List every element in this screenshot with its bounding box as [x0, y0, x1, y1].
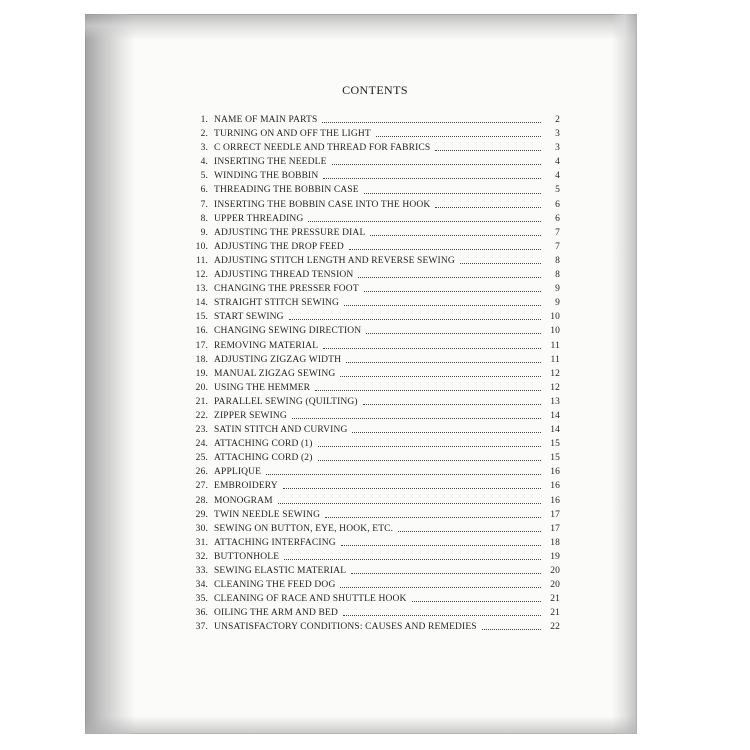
- toc-dot-leader: [284, 558, 541, 560]
- toc-entry-number: 19.: [195, 368, 208, 379]
- toc-entry: [170, 437, 560, 451]
- toc-entry-number: 26.: [195, 467, 208, 478]
- toc-dot-leader: [318, 459, 541, 461]
- toc-entry: [170, 127, 560, 141]
- scan-shadow-bottom: [85, 716, 637, 734]
- scan-shadow-left: [85, 14, 135, 734]
- toc-dot-leader: [435, 206, 541, 208]
- toc-entry-page: 10: [550, 312, 560, 323]
- toc-entry-label: SEWING ELASTIC MATERIAL: [214, 566, 347, 576]
- toc-entry-page: 11: [550, 354, 560, 365]
- toc-dot-leader: [289, 318, 541, 320]
- toc-entry: [170, 155, 560, 169]
- toc-dot-leader: [376, 135, 541, 137]
- toc-dot-leader: [340, 586, 541, 588]
- toc-entry: [170, 409, 560, 423]
- toc-entry-number: 37.: [195, 622, 208, 633]
- toc-dot-leader: [460, 262, 541, 264]
- toc-entry-label: ADJUSTING STITCH LENGTH AND REVERSE SEWING: [214, 255, 455, 266]
- toc-entry-page: 18: [550, 537, 560, 548]
- toc-entry: [170, 592, 560, 606]
- toc-entry-page: 5: [555, 185, 560, 196]
- toc-entry: [170, 353, 560, 367]
- toc-entry-page: 3: [555, 143, 560, 154]
- toc-dot-leader: [343, 614, 541, 616]
- toc-entry-page: 14: [550, 410, 560, 421]
- toc-entry-label: C ORRECT NEEDLE AND THREAD FOR FABRICS: [214, 143, 431, 154]
- scan-shadow-right: [612, 14, 637, 734]
- toc-entry-label: INSERTING THE NEEDLE: [214, 157, 327, 168]
- toc-entry-label: ADJUSTING THE PRESSURE DIAL: [214, 227, 366, 238]
- toc-entry-number: 12.: [195, 270, 208, 281]
- toc-entry-number: 6.: [200, 185, 208, 196]
- toc-entry: [170, 508, 560, 522]
- toc-dot-leader: [370, 234, 541, 236]
- toc-entry-label: ATTACHING INTERFACING: [214, 537, 336, 548]
- toc-dot-leader: [435, 149, 541, 151]
- toc-entry-page: 8: [555, 255, 560, 266]
- toc-dot-leader: [366, 332, 541, 334]
- toc-dot-leader: [344, 304, 541, 306]
- toc-entry: [170, 141, 560, 155]
- toc-dot-leader: [278, 502, 541, 504]
- toc-dot-leader: [346, 361, 541, 363]
- toc-entry: [170, 451, 560, 465]
- toc-dot-leader: [341, 544, 541, 546]
- toc-entry-label: UPPER THREADING: [214, 213, 304, 224]
- toc-entry-label: SATIN STITCH AND CURVING: [214, 425, 348, 436]
- toc-dot-leader: [363, 403, 541, 405]
- toc-entry-page: 11: [550, 340, 560, 351]
- toc-entry-page: 14: [550, 425, 560, 436]
- toc-entry-number: 22.: [195, 410, 208, 421]
- toc-entry-label: OILING THE ARM AND BED: [214, 608, 338, 619]
- toc-entry-label: CLEANING THE FEED DOG: [214, 580, 336, 591]
- toc-entry: [170, 169, 560, 183]
- toc-entry-page: 12: [550, 382, 560, 393]
- toc-entry-page: 12: [550, 368, 560, 379]
- toc-dot-leader: [398, 530, 541, 532]
- toc-entry: [170, 240, 560, 254]
- toc-entry-page: 7: [555, 227, 560, 238]
- toc-entry: [170, 310, 560, 324]
- toc-entry: [170, 522, 560, 536]
- toc-entry: [170, 339, 560, 353]
- toc-entry-number: 14.: [195, 298, 208, 309]
- scan-shadow-top: [85, 14, 637, 40]
- toc-entry: [170, 226, 560, 240]
- toc-entry-page: 4: [555, 171, 560, 182]
- toc-entry-number: 5.: [200, 171, 208, 182]
- toc-dot-leader: [340, 375, 541, 377]
- toc-entry-number: 1.: [200, 115, 208, 125]
- toc-entry-label: ADJUSTING THE DROP FEED: [214, 241, 344, 252]
- toc-entry-label: THREADING THE BOBBIN CASE: [214, 185, 359, 196]
- toc-entry-page: 15: [550, 439, 560, 450]
- toc-entry-number: 31.: [195, 537, 208, 548]
- toc-dot-leader: [358, 276, 541, 278]
- toc-entry-number: 9.: [200, 227, 208, 238]
- toc-entry-number: 32.: [195, 551, 208, 562]
- toc-entry-label: CLEANING OF RACE AND SHUTTLE HOOK: [214, 594, 407, 605]
- toc-entry: [170, 381, 560, 395]
- toc-entry-number: 28.: [195, 495, 208, 506]
- toc-entry-label: ADJUSTING THREAD TENSION: [214, 270, 354, 281]
- toc-entry-page: 22: [550, 622, 560, 633]
- toc-entry-number: 34.: [195, 580, 208, 591]
- contents-title: CONTENTS: [342, 83, 408, 97]
- toc-entry-number: 35.: [195, 594, 208, 605]
- toc-entry-label: ADJUSTING ZIGZAG WIDTH: [214, 354, 342, 365]
- toc-entry-number: 20.: [195, 382, 208, 393]
- toc-entry-label: USING THE HEMMER: [214, 382, 311, 393]
- toc-dot-leader: [283, 487, 541, 489]
- toc-entry-page: 2: [555, 115, 560, 125]
- toc-entry-label: MANUAL ZIGZAG SEWING: [214, 368, 336, 379]
- toc-entry-label: APPLIQUE: [214, 467, 262, 478]
- toc-entry-label: MONOGRAM: [214, 495, 273, 506]
- toc-entry-number: 10.: [195, 241, 208, 252]
- toc-entry-number: 7.: [200, 199, 208, 210]
- toc-entry-label: ZIPPER SEWING: [214, 410, 287, 421]
- toc-entry: [170, 282, 560, 296]
- toc-dot-leader: [364, 192, 541, 194]
- toc-dot-leader: [349, 248, 541, 250]
- toc-entry-page: 20: [550, 580, 560, 591]
- toc-dot-leader: [412, 600, 541, 602]
- toc-entry-page: 16: [550, 481, 560, 492]
- toc-dot-leader: [332, 163, 541, 165]
- toc-entry-number: 27.: [195, 481, 208, 492]
- toc-entry-number: 23.: [195, 425, 208, 436]
- toc-dot-leader: [315, 389, 541, 391]
- toc-dot-leader: [364, 290, 541, 292]
- toc-entry-label: PARALLEL SEWING (QUILTING): [214, 396, 358, 407]
- toc-entry-label: REMOVING MATERIAL: [214, 340, 319, 351]
- toc-entry-number: 2.: [200, 129, 208, 140]
- toc-entry-label: ATTACHING CORD (2): [214, 453, 313, 464]
- toc-entry-number: 4.: [200, 157, 208, 168]
- toc-entry-number: 3.: [200, 143, 208, 154]
- toc-entry-page: 15: [550, 453, 560, 464]
- toc-entry: [170, 113, 560, 127]
- toc-entry: [170, 564, 560, 578]
- toc-entry: [170, 578, 560, 592]
- toc-entry: [170, 183, 560, 197]
- toc-dot-leader: [322, 121, 541, 123]
- toc-entry-page: 20: [550, 566, 560, 576]
- toc-entry-label: INSERTING THE BOBBIN CASE INTO THE HOOK: [214, 199, 431, 210]
- toc-entry-page: 6: [555, 213, 560, 224]
- toc-dot-leader: [292, 417, 541, 419]
- toc-entry-number: 33.: [195, 566, 208, 576]
- toc-entry-page: 17: [550, 523, 560, 534]
- toc-entry-page: 16: [550, 467, 560, 478]
- toc-entry-page: 3: [555, 129, 560, 140]
- toc-entry-number: 18.: [195, 354, 208, 365]
- toc-entry-page: 21: [550, 594, 560, 605]
- toc-entry-page: 9: [555, 284, 560, 295]
- toc-entry-label: ATTACHING CORD (1): [214, 439, 313, 450]
- toc-entry-label: CHANGING SEWING DIRECTION: [214, 326, 362, 337]
- toc-entry-number: 30.: [195, 523, 208, 534]
- toc-entry-page: 10: [550, 326, 560, 337]
- toc-entry-page: 9: [555, 298, 560, 309]
- toc-entry-page: 8: [555, 270, 560, 281]
- toc-entry: [170, 465, 560, 479]
- toc-entry-page: 21: [550, 608, 560, 619]
- toc-entry: [170, 423, 560, 437]
- toc-entry-page: 19: [550, 551, 560, 562]
- toc-entry-number: 17.: [195, 340, 208, 351]
- table-of-contents: [170, 113, 560, 634]
- toc-entry-page: 17: [550, 509, 560, 520]
- toc-entry-number: 36.: [195, 608, 208, 619]
- toc-entry-number: 24.: [195, 439, 208, 450]
- toc-entry-label: NAME OF MAIN PARTS: [214, 115, 318, 125]
- toc-entry-number: 25.: [195, 453, 208, 464]
- toc-entry-label: CHANGING THE PRESSER FOOT: [214, 284, 359, 295]
- toc-entry: [170, 296, 560, 310]
- toc-dot-leader: [323, 347, 541, 349]
- toc-entry-number: 11.: [196, 255, 208, 266]
- toc-entry: [170, 494, 560, 508]
- toc-entry: [170, 198, 560, 212]
- toc-entry-label: SEWING ON BUTTON, EYE, HOOK, ETC.: [214, 523, 394, 534]
- toc-entry-label: WINDING THE BOBBIN: [214, 171, 319, 182]
- toc-entry-number: 8.: [200, 213, 208, 224]
- toc-entry: [170, 268, 560, 282]
- toc-dot-leader: [351, 572, 541, 574]
- toc-entry-number: 16.: [195, 326, 208, 337]
- toc-entry-label: EMBROIDERY: [214, 481, 278, 492]
- toc-entry-number: 29.: [195, 509, 208, 520]
- toc-entry-label: START SEWING: [214, 312, 284, 323]
- toc-dot-leader: [266, 473, 541, 475]
- toc-dot-leader: [482, 628, 541, 630]
- toc-entry-page: 6: [555, 199, 560, 210]
- toc-entry-label: TURNING ON AND OFF THE LIGHT: [214, 129, 371, 140]
- toc-entry-label: BUTTONHOLE: [214, 551, 280, 562]
- toc-entry: [170, 479, 560, 493]
- toc-dot-leader: [325, 516, 541, 518]
- toc-entry: [170, 324, 560, 338]
- toc-entry-number: 13.: [195, 284, 208, 295]
- toc-entry: [170, 550, 560, 564]
- toc-entry-label: STRAIGHT STITCH SEWING: [214, 298, 340, 309]
- toc-dot-leader: [318, 445, 541, 447]
- toc-entry-number: 21.: [195, 396, 208, 407]
- toc-entry-page: 16: [550, 495, 560, 506]
- toc-entry: [170, 367, 560, 381]
- toc-entry: [170, 395, 560, 409]
- toc-entry: [170, 606, 560, 620]
- toc-entry-page: 13: [550, 396, 560, 407]
- toc-entry: [170, 254, 560, 268]
- toc-entry: [170, 620, 560, 634]
- toc-dot-leader: [308, 220, 541, 222]
- toc-entry-page: 7: [555, 241, 560, 252]
- toc-entry: [170, 536, 560, 550]
- toc-dot-leader: [323, 177, 541, 179]
- toc-entry-label: TWIN NEEDLE SEWING: [214, 509, 321, 520]
- toc-entry: [170, 212, 560, 226]
- toc-entry-number: 15.: [195, 312, 208, 323]
- toc-entry-label: UNSATISFACTORY CONDITIONS: CAUSES AND REMEDIES: [214, 622, 477, 633]
- toc-entry-page: 4: [555, 157, 560, 168]
- toc-dot-leader: [352, 431, 541, 433]
